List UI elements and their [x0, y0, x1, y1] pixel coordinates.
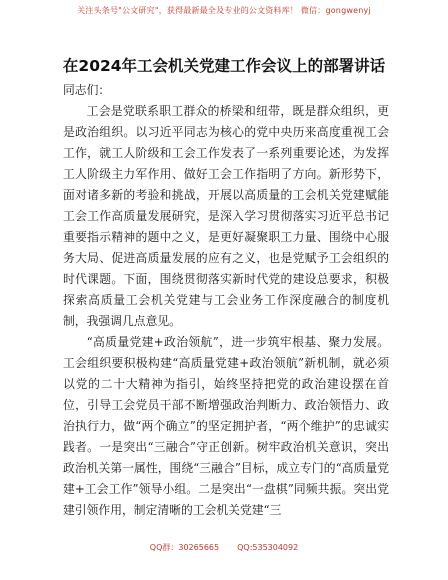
footer-qq: QQ:535304092 [237, 543, 299, 552]
paragraph: “高质量党建+政治领航”，进一步筑牢根基、聚力发展。工会组织要积极构建“高质量党建+政治领航”新机制，就必须以党的二十大精神为指引，始终坚持把党的政治建设摆在首位，引导工会党员干部不断增强政治判断力、政治领悟力、政治执行力，做“两个确立”的坚定拥护者，“两个维护”的忠诚实践者。一是突出“三融合”守正创新。树牢政治机关意识，突出政治机关第一属性，围绕“三融合”目标，成立专门的“高质量党建+工会工作”领导小组。二是突出“一盘棋”同频共振。突出党建引领作用，制定清晰的工会机关党建“三 [63, 335, 389, 517]
paragraph: 工会是党联系职工群众的桥梁和纽带，既是群众组织，更是政治组织。以习近平同志为核心的党中央历来高度重视工会工作，就工人阶级和工会工作发表了一系列重要论述，为发挥工人阶级主力军作用、做好工会工作指明了方向。新形势下，面对诸多新的考验和挑战，开展以高质量的工会机关党建赋能工会工作高质量发展研究，是深入学习贯彻落实习近平总书记重要指示精神的题中之义，是更好凝聚职工力量、围绕中心服务大局、促进高质量发展的应有之义，也是党赋予工会组织的时代课题。下面，围绕贯彻落实新时代党的建设总要求，积极探索高质量工会机关党建与工会业务工作深度融合的制度机制，我强调几点意见。 [63, 104, 389, 328]
salutation: 同志们： [63, 83, 111, 97]
header-banner[interactable]: 关注头条号"公文研究"，获得最新最全及专业的公文资料库！ 微信：gongwenyj [77, 6, 371, 15]
footer [0, 542, 448, 553]
page-title: 在2024年工会机关党建工作会议上的部署讲话 [62, 57, 386, 75]
footer-qq-group: QQ群：30265665 [149, 543, 220, 552]
document-body [63, 80, 389, 521]
